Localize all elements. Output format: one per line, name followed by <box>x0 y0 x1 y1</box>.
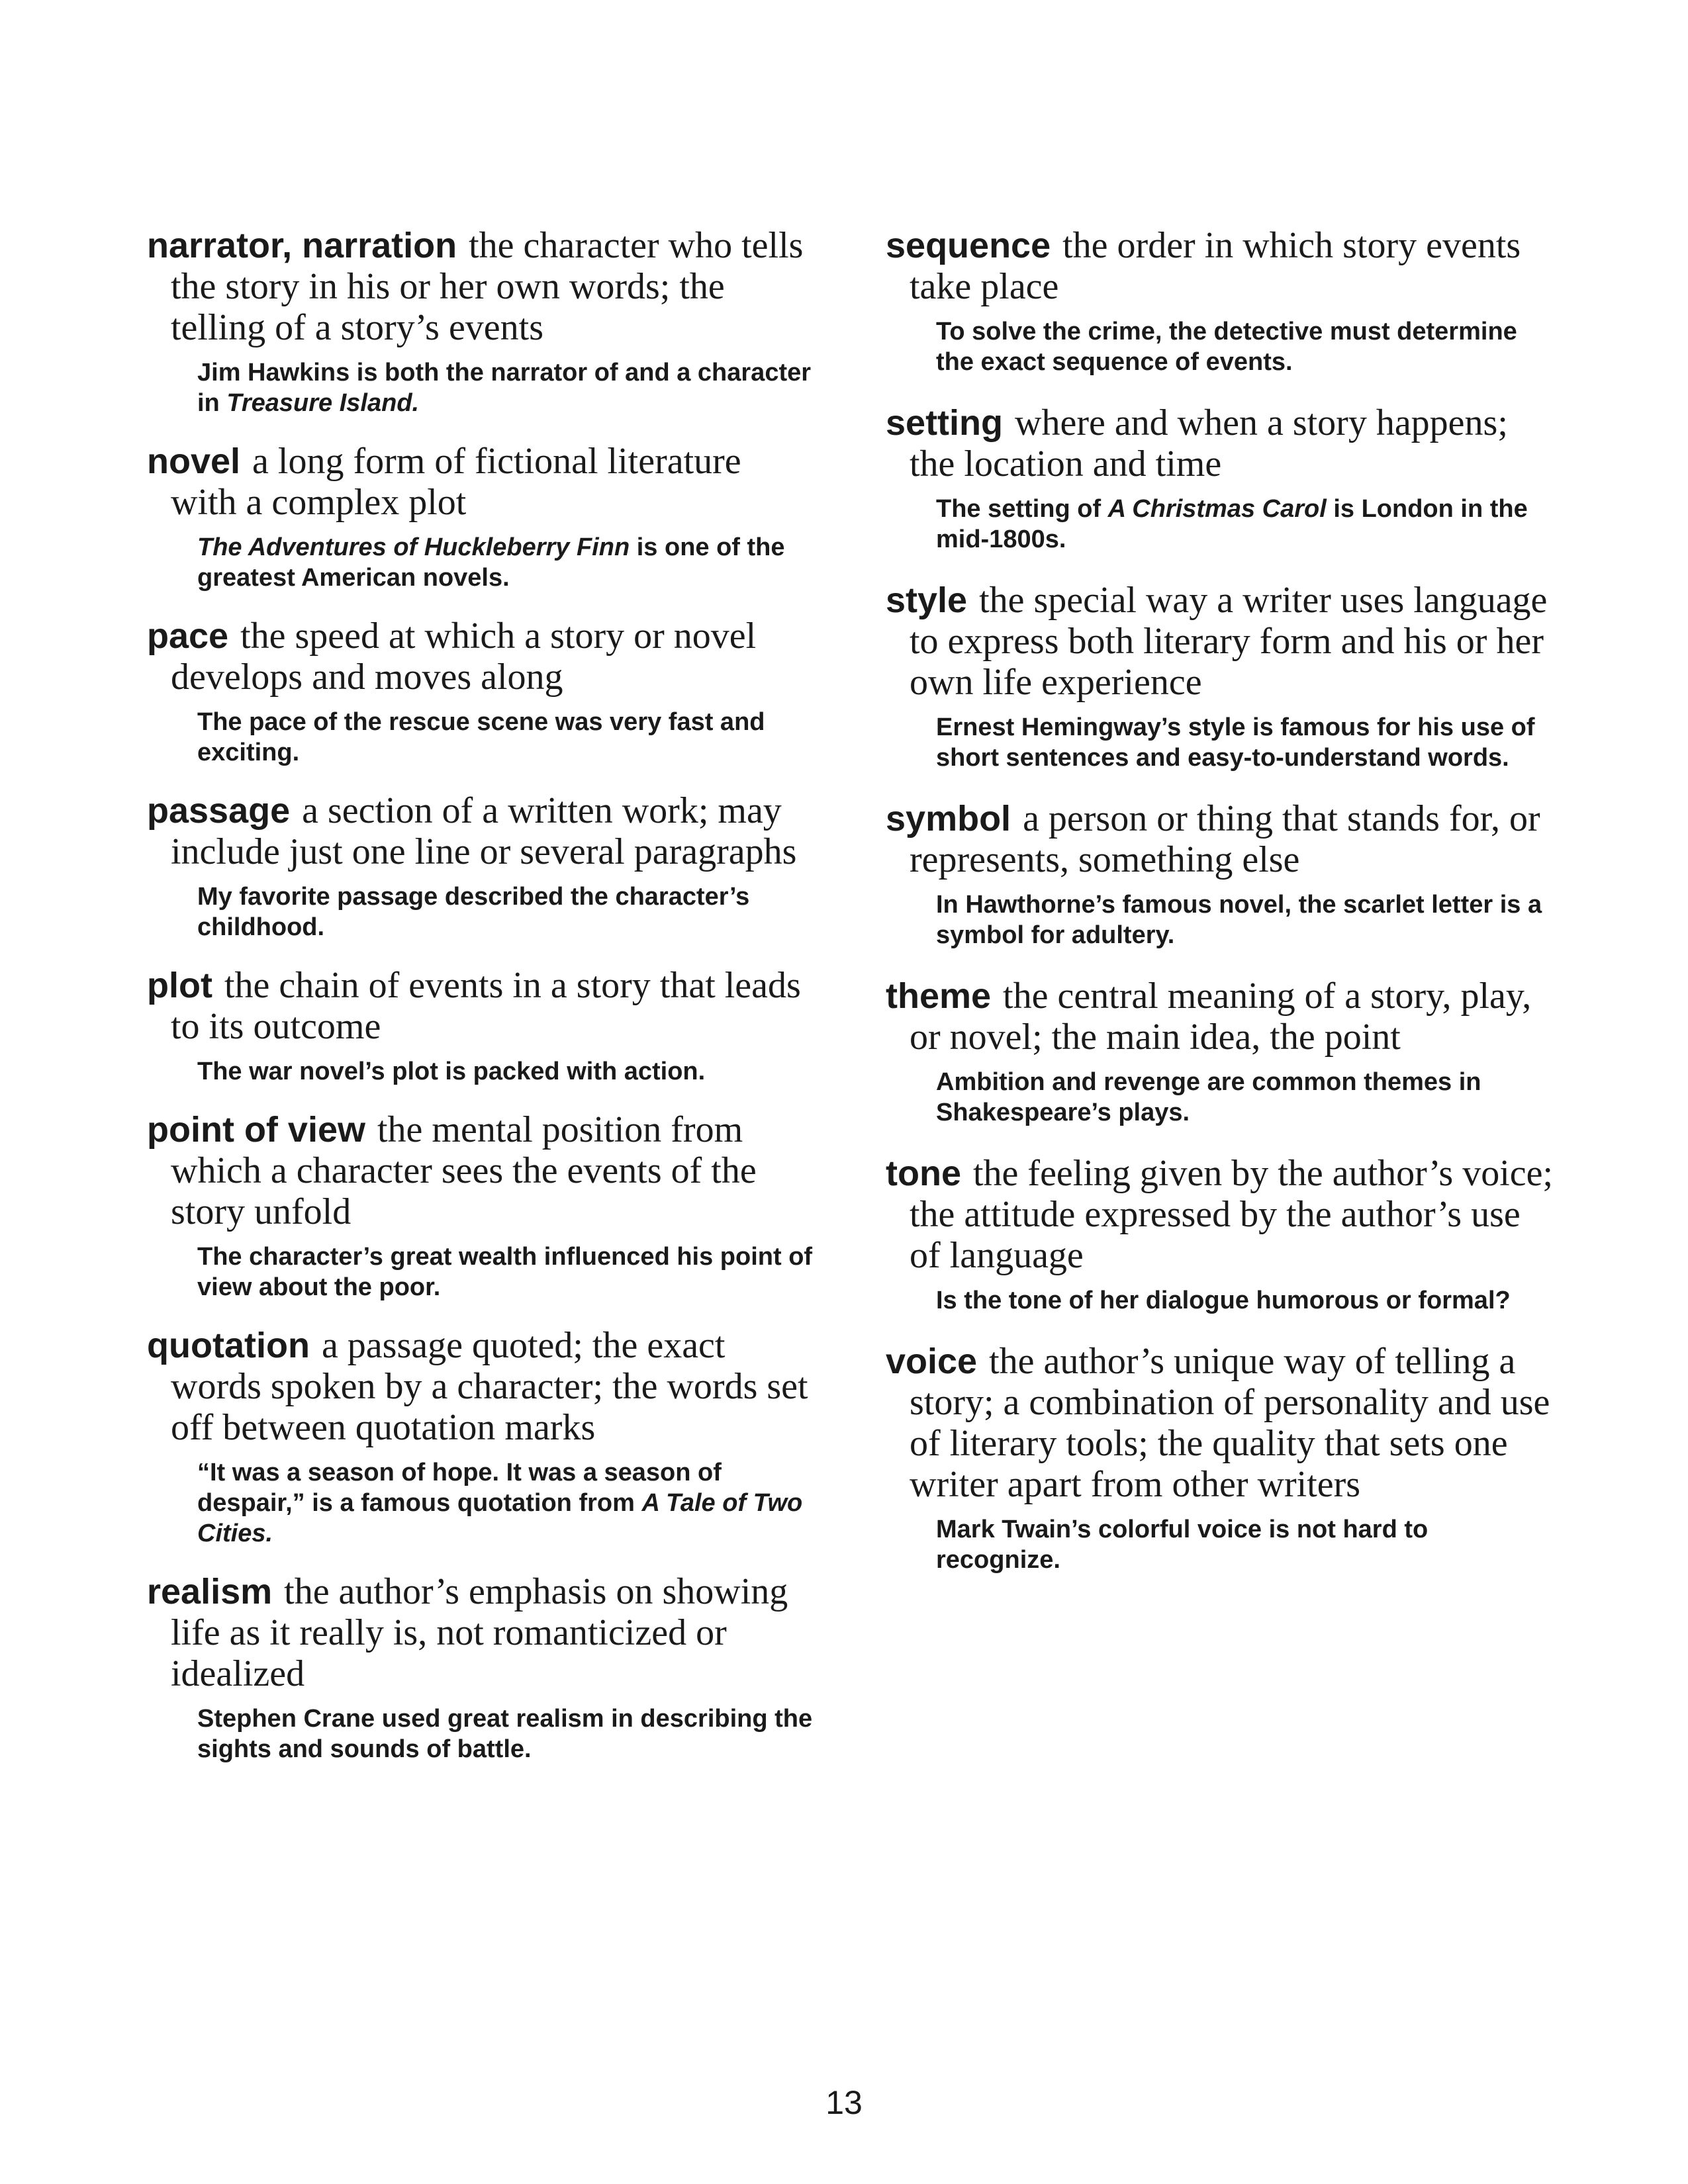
definition-line <box>147 225 816 348</box>
entry-example <box>197 707 816 768</box>
entry-term: symbol <box>886 799 1011 839</box>
glossary-entry <box>886 402 1554 555</box>
entry-term: theme <box>886 976 992 1016</box>
definition-line <box>147 965 816 1047</box>
definition-line <box>886 976 1554 1058</box>
entry-definition: the order in which story events take place <box>910 225 1521 307</box>
definition-line <box>886 1341 1554 1505</box>
definition-line <box>147 441 816 523</box>
entry-term: voice <box>886 1342 978 1381</box>
entry-example <box>936 712 1554 773</box>
entry-definition: the central meaning of a story, play, or novel; the main idea, the point <box>910 976 1532 1058</box>
entry-example <box>936 1514 1554 1575</box>
example-text: Ernest Hemingway’s style is famous for his use of short sentences and easy-to-understand words. <box>936 713 1535 772</box>
entry-example <box>936 316 1554 377</box>
entry-definition: a long form of fictional literature with a complex plot <box>171 441 741 523</box>
right-column <box>886 225 1554 1575</box>
definition-line <box>886 1153 1554 1276</box>
entry-definition: the author’s emphasis on showing life as it really is, not romanticized or idealized <box>171 1571 788 1694</box>
entry-term: quotation <box>147 1326 310 1365</box>
entry-term: pace <box>147 616 229 656</box>
entry-example <box>936 889 1554 950</box>
entry-example <box>197 1056 816 1087</box>
entry-example <box>197 532 816 593</box>
entry-term: setting <box>886 403 1004 443</box>
entry-term: style <box>886 580 968 620</box>
glossary-entry <box>147 1325 816 1549</box>
entry-example <box>197 1704 816 1764</box>
example-text: Is the tone of her dialogue humorous or formal? <box>936 1287 1511 1314</box>
definition-line <box>147 1571 816 1694</box>
entry-term: tone <box>886 1154 961 1193</box>
entry-definition: the feeling given by the author’s voice; the attitude expressed by the author’s use of language <box>910 1153 1554 1276</box>
entry-example <box>936 1067 1554 1128</box>
example-text: The war novel’s plot is packed with action. <box>197 1058 706 1085</box>
entry-term: plot <box>147 966 212 1005</box>
glossary-entry <box>886 1153 1554 1316</box>
definition-line <box>147 615 816 698</box>
example-text: Ambition and revenge are common themes in Shakespeare’s plays. <box>936 1068 1481 1126</box>
entry-example <box>197 1457 816 1549</box>
entry-example <box>197 357 816 418</box>
entry-definition: the character who tells the story in his or her own words; the telling of a story’s events <box>171 225 804 348</box>
entry-definition: the special way a writer uses language to express both literary form and his or her own life experience <box>910 580 1548 703</box>
left-column <box>147 225 816 1764</box>
definition-line <box>147 790 816 872</box>
definition-line <box>147 1325 816 1448</box>
glossary-entry <box>886 976 1554 1128</box>
glossary-entry <box>886 1341 1554 1575</box>
definition-line <box>886 580 1554 703</box>
glossary-entry <box>147 1109 816 1302</box>
glossary-entry <box>886 580 1554 773</box>
entry-definition: the chain of events in a story that leads to its outcome <box>171 965 801 1047</box>
entry-term: sequence <box>886 226 1051 265</box>
glossary-entry <box>147 225 816 418</box>
entry-example <box>197 882 816 942</box>
example-text: To solve the crime, the detective must determine the exact sequence of events. <box>936 318 1517 376</box>
example-text: My favorite passage described the character’s childhood. <box>197 883 750 941</box>
glossary-entry <box>886 798 1554 950</box>
glossary-entry <box>147 965 816 1087</box>
definition-line <box>147 1109 816 1232</box>
definition-line <box>886 798 1554 880</box>
definition-line <box>886 402 1554 484</box>
entry-definition: a passage quoted; the exact words spoken by a character; the words set off between quotation marks <box>171 1325 808 1448</box>
entry-example <box>936 494 1554 555</box>
entry-term: novel <box>147 441 241 481</box>
entry-definition: a person or thing that stands for, or represents, something else <box>910 798 1540 880</box>
glossary-entry <box>147 790 816 942</box>
glossary-entry <box>147 615 816 768</box>
entry-term: narrator, narration <box>147 226 457 265</box>
entry-definition: the author’s unique way of telling a story; a combination of personality and use of literary tools; the quality that sets one writer apart from other writers <box>910 1341 1550 1505</box>
glossary-entry <box>147 441 816 593</box>
example-text: The pace of the rescue scene was very fast and exciting. <box>197 708 765 766</box>
entry-example <box>197 1242 816 1302</box>
entry-term: point of view <box>147 1110 365 1150</box>
example-title: Treasure Island. <box>226 389 420 417</box>
definition-line <box>886 225 1554 307</box>
example-text: Jim Hawkins is both the narrator of and a character in <box>197 359 812 417</box>
example-text: Mark Twain’s colorful voice is not hard to recognize. <box>936 1516 1429 1574</box>
example-text: The character’s great wealth influenced his point of view about the poor. <box>197 1243 813 1301</box>
example-title: The Adventures of Huckleberry Finn <box>197 533 630 561</box>
entry-definition: the speed at which a story or novel develops and moves along <box>171 615 757 698</box>
example-title: A Christmas Carol <box>1107 495 1327 523</box>
glossary-entry <box>886 225 1554 377</box>
entry-definition: a section of a written work; may include just one line or several paragraphs <box>171 790 797 872</box>
example-text: The setting of <box>936 495 1108 523</box>
example-text: In Hawthorne’s famous novel, the scarlet letter is a symbol for adultery. <box>936 891 1542 949</box>
example-text: is one of the greatest American novels. <box>197 533 785 592</box>
example-text: is London in the mid-1800s. <box>936 495 1528 553</box>
entry-term: passage <box>147 791 291 831</box>
entry-term: realism <box>147 1572 273 1612</box>
entry-example <box>936 1285 1554 1316</box>
example-text: Stephen Crane used great realism in describing the sights and sounds of battle. <box>197 1705 813 1763</box>
entry-definition: the mental position from which a character sees the events of the story unfold <box>171 1109 757 1232</box>
example-text: “It was a season of hope. It was a season of despair,” is a famous quotation from <box>197 1459 722 1517</box>
example-title: A Tale of Two Cities. <box>197 1489 803 1547</box>
entry-definition: where and when a story happens; the location and time <box>910 402 1508 484</box>
page-number: 13 <box>825 2084 863 2121</box>
glossary-entry <box>147 1571 816 1764</box>
